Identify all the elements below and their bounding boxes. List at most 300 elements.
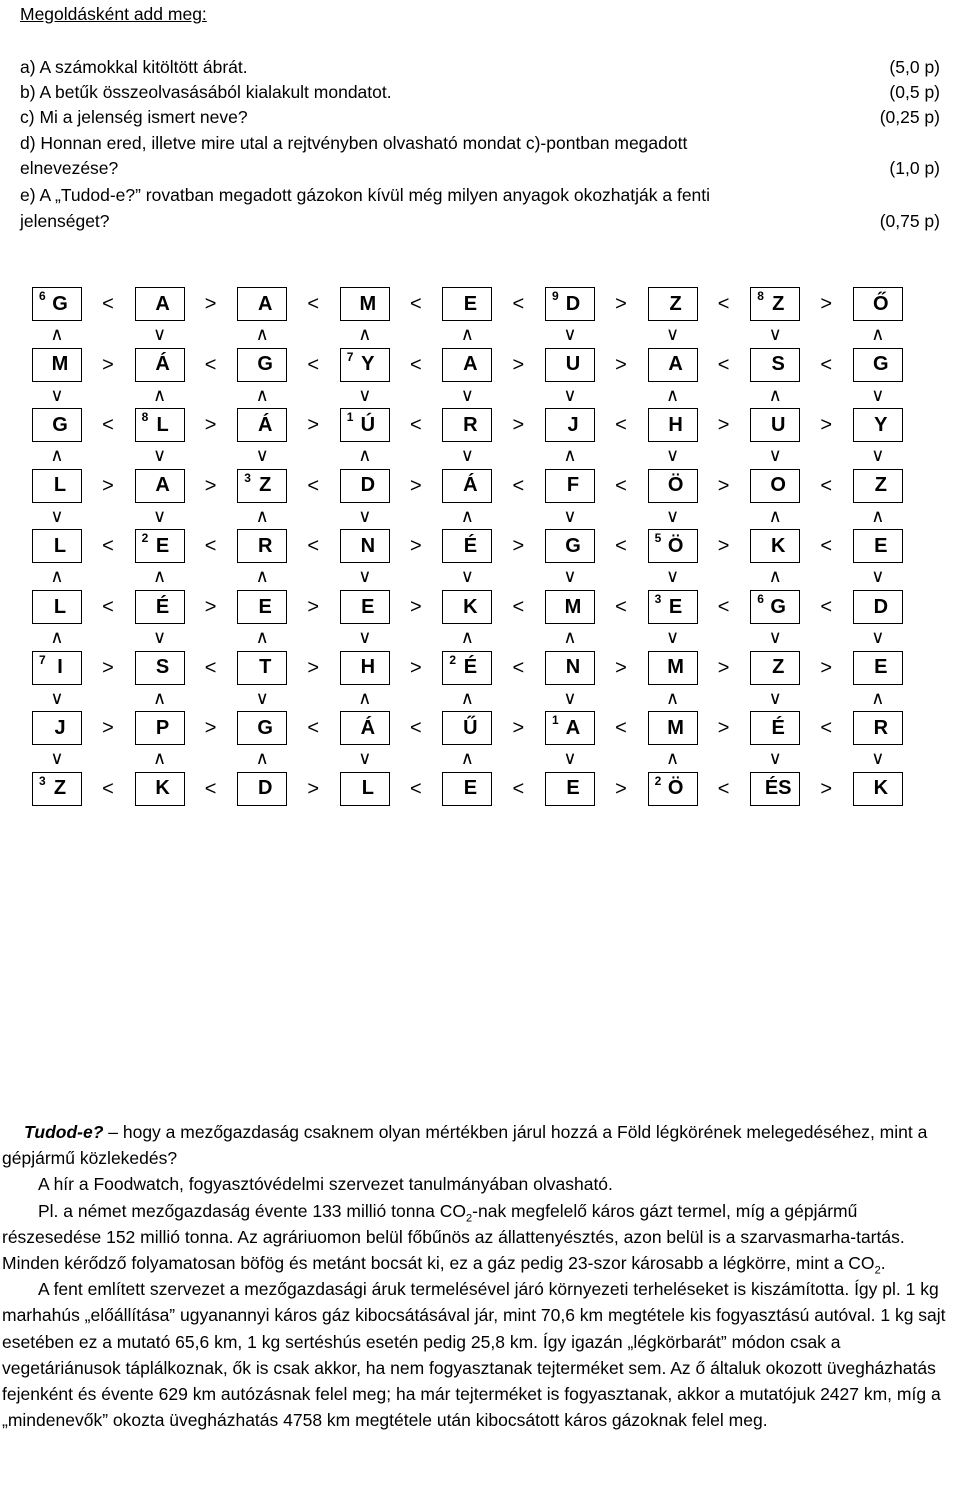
puzzle-cell: [32, 348, 82, 382]
cell-letter: Z: [772, 656, 785, 679]
task-e-line1: e) A „Tudod-e?” rovatban megadott gázokon kívül még milyen anyagok okozhatják a fenti: [20, 185, 711, 205]
cell-number: 3: [654, 592, 662, 606]
inequality-sign: >: [204, 293, 217, 315]
vertical-inequality-sign: ∧: [871, 687, 885, 708]
vertical-inequality-sign: ∧: [50, 627, 64, 647]
puzzle-cell: [340, 469, 390, 503]
inequality-sign: >: [409, 656, 422, 679]
cell-number: 2: [654, 773, 662, 788]
cell-number: 5: [654, 531, 662, 546]
puzzle-cell: [750, 348, 800, 382]
vertical-inequality-sign: ∨: [666, 445, 680, 466]
puzzle-cell: [135, 651, 185, 685]
cell-letter: Z: [874, 474, 887, 497]
inequality-sign: <: [409, 777, 422, 800]
puzzle-cell: [545, 408, 595, 442]
vertical-inequality-sign: ∧: [255, 384, 269, 405]
cell-letter: M: [667, 716, 684, 739]
cell-letter: E: [874, 656, 888, 679]
vertical-inequality-sign: ∧: [358, 445, 372, 466]
inequality-sign: >: [717, 656, 730, 679]
vertical-inequality-sign: ∨: [871, 748, 885, 769]
vertical-inequality-sign: ∧: [50, 324, 64, 344]
cell-letter: R: [873, 716, 889, 739]
vertical-inequality-sign: ∨: [871, 384, 885, 405]
puzzle-cell: [648, 408, 698, 442]
vertical-inequality-sign: ∧: [871, 505, 885, 526]
cell-letter: A: [668, 353, 683, 376]
inequality-sign: >: [409, 535, 422, 558]
inequality-sign: <: [615, 535, 627, 558]
cell-letter: M: [359, 292, 377, 315]
cell-letter: D: [257, 777, 273, 800]
puzzle-cell: [32, 590, 82, 624]
cell-letter: Ö: [667, 777, 684, 800]
cell-letter: R: [463, 413, 478, 436]
cell-letter: Z: [772, 292, 785, 315]
inequality-sign: >: [204, 596, 217, 618]
inequality-sign: <: [204, 656, 217, 679]
puzzle-cell: [648, 590, 698, 624]
cell-letter: É: [463, 534, 478, 557]
puzzle-cell: [648, 711, 698, 745]
co2-subscript: 2: [466, 1212, 473, 1225]
puzzle-cell: [853, 711, 903, 745]
inequality-sign: <: [717, 596, 730, 618]
cell-letter: K: [155, 777, 170, 800]
puzzle-cell: [750, 651, 800, 685]
puzzle-cell: [853, 529, 903, 563]
inequality-sign: <: [409, 414, 422, 437]
task-e-line2: jelenséget?: [20, 211, 110, 231]
puzzle-cell: [545, 772, 595, 806]
vertical-inequality-sign: ∨: [768, 748, 782, 769]
cell-letter: Á: [155, 353, 170, 376]
cell-letter: Á: [463, 474, 478, 497]
vertical-inequality-sign: ∨: [153, 505, 167, 526]
inequality-sign: <: [102, 414, 114, 437]
puzzle-cell: [237, 590, 287, 624]
puzzle-cell: [545, 287, 595, 321]
vertical-inequality-sign: ∧: [255, 324, 269, 344]
puzzle-cell: [853, 772, 903, 806]
inequality-sign: >: [102, 353, 114, 376]
inequality-sign: <: [820, 717, 833, 740]
vertical-inequality-sign: ∨: [50, 687, 64, 708]
article-paragraph-4: A fent említett szervezet a mezőgazdasági áruk termelésével járó környezeti terheléseket is kiszámította. Így pl. 1 kg marhahús „előállítása” ugyanannyi káros gáz kibocsátásával jár, mint 70,6 km megtétele kis fogyasztású autóval. 1 kg sajt esetében ez a mutató 65,6 km, 1 kg sertéshús esetén pedig 25,8 km. Így igazán „légkörbarát” módon csak a vegetáriánusok táplálkoznak, ők is csak akkor, ha nem fogyasztanak tejterméket sem. Az ő általuk okozott üvegházhatás fejenként és évente 629 km autózásnak felel meg; ha már tejterméket is fogyasztanak, akkor a mutatójuk 2427 km, míg a „mindenevők” okozta üvegházhatás 4758 km megtétele után kibocsátott káros gázoknak felel meg.: [2, 1279, 946, 1431]
puzzle-cell: [135, 772, 185, 806]
cell-letter: A: [463, 353, 478, 376]
puzzle-cell: [648, 772, 698, 806]
puzzle-cell: [750, 772, 800, 806]
cell-letter: F: [566, 474, 580, 497]
cell-letter: É: [155, 595, 170, 618]
inequality-sign: >: [820, 293, 833, 315]
cell-letter: Z: [669, 292, 682, 315]
puzzle-cell: [442, 348, 492, 382]
vertical-inequality-sign: ∨: [666, 324, 680, 344]
article-paragraph-1: [2, 1119, 957, 1171]
inequality-sign: <: [307, 293, 320, 315]
inequality-sign: <: [204, 353, 217, 376]
inequality-sign: <: [615, 596, 627, 618]
cell-letter: P: [155, 716, 170, 739]
puzzle-cell: [853, 287, 903, 321]
cell-letter: Y: [874, 413, 888, 436]
puzzle-cell: [442, 590, 492, 624]
puzzle-cell: [135, 287, 185, 321]
inequality-sign: <: [409, 353, 422, 376]
task-d-line1: d) Honnan ered, illetve mire utal a rejtvényben olvasható mondat c)-pontban megadott: [20, 133, 688, 153]
cell-letter: E: [155, 534, 170, 557]
puzzle-cell: [545, 590, 595, 624]
puzzle-cell: [237, 711, 287, 745]
cell-number: 9: [552, 289, 559, 303]
vertical-inequality-sign: ∨: [50, 505, 64, 526]
cell-letter: Ú: [360, 413, 376, 436]
inequality-sign: >: [204, 717, 217, 740]
cell-letter: D: [360, 474, 376, 497]
inequality-sign: <: [512, 596, 525, 618]
puzzle-cell: [340, 408, 390, 442]
puzzle-cell: [340, 287, 390, 321]
cell-number: 3: [244, 470, 251, 485]
vertical-inequality-sign: ∨: [460, 445, 474, 466]
vertical-inequality-sign: ∧: [460, 687, 474, 708]
cell-letter: A: [257, 292, 273, 315]
cell-number: 2: [141, 531, 149, 546]
vertical-inequality-sign: ∧: [50, 445, 64, 466]
cell-letter: E: [463, 292, 478, 315]
task-b-points: (0,5 p): [889, 82, 940, 102]
article-p1-text: – hogy a mezőgazdaság csaknem olyan mértékben járul hozzá a Föld légkörének melegedéséhez, mint a gépjármű közlekedés?: [2, 1122, 928, 1169]
cell-number: 8: [757, 289, 764, 303]
inequality-sign: >: [409, 474, 422, 497]
puzzle-cell: [32, 469, 82, 503]
inequality-sign: <: [409, 293, 422, 315]
inequality-sign: <: [102, 535, 114, 558]
inequality-sign: >: [512, 353, 525, 376]
inequality-sign: >: [615, 293, 627, 315]
inequality-sign: <: [615, 474, 627, 497]
cell-letter: G: [873, 353, 889, 376]
cell-number: 7: [39, 652, 46, 667]
puzzle-cell: [340, 529, 390, 563]
cell-letter: G: [770, 595, 786, 618]
cell-letter: K: [873, 777, 889, 800]
inequality-sign: <: [615, 414, 627, 437]
cell-letter: Ö: [667, 534, 684, 557]
cell-letter: A: [155, 474, 170, 497]
cell-letter: S: [771, 353, 785, 376]
puzzle-cell: [340, 651, 390, 685]
inequality-sign: <: [820, 596, 833, 618]
puzzle-cell: [853, 590, 903, 624]
puzzle-cell: [442, 529, 492, 563]
inequality-sign: >: [307, 596, 320, 618]
inequality-sign: <: [102, 293, 114, 315]
vertical-inequality-sign: ∨: [153, 324, 167, 344]
task-a-points: (5,0 p): [889, 57, 940, 77]
inequality-sign: >: [717, 414, 730, 437]
task-c-points: (0,25 p): [879, 107, 940, 127]
cell-letter: G: [52, 292, 68, 315]
puzzle-cell: [32, 651, 82, 685]
inequality-sign: >: [102, 474, 114, 497]
vertical-inequality-sign: ∧: [460, 748, 474, 769]
inequality-sign: <: [717, 353, 730, 376]
puzzle-cell: [340, 711, 390, 745]
puzzle-cell: [135, 529, 185, 563]
article-paragraph-2: A hír a Foodwatch, fogyasztóvédelmi szervezet tanulmányában olvasható.: [38, 1174, 613, 1195]
cell-letter: L: [53, 534, 67, 557]
puzzle-cell: [237, 287, 287, 321]
cell-letter: R: [257, 534, 273, 557]
vertical-inequality-sign: ∨: [255, 687, 269, 708]
cell-letter: M: [564, 595, 582, 618]
puzzle-cell: [135, 590, 185, 624]
puzzle-cell: [32, 529, 82, 563]
vertical-inequality-sign: ∧: [460, 627, 474, 647]
inequality-sign: >: [717, 535, 730, 558]
inequality-sign: >: [717, 717, 730, 740]
vertical-inequality-sign: ∨: [666, 627, 680, 647]
inequality-sign: >: [204, 414, 217, 437]
vertical-inequality-sign: ∧: [563, 627, 577, 647]
puzzle-cell: [853, 651, 903, 685]
puzzle-cell: [750, 590, 800, 624]
cell-letter: Ő: [873, 292, 889, 315]
inequality-sign: >: [102, 717, 114, 740]
puzzle-cell: [750, 529, 800, 563]
inequality-sign: >: [615, 656, 627, 679]
vertical-inequality-sign: ∨: [666, 566, 680, 587]
vertical-inequality-sign: ∧: [768, 384, 782, 405]
puzzle-cell: [750, 287, 800, 321]
task-b: b) A betűk összeolvasásából kialakult mondatot.: [20, 82, 392, 102]
inequality-sign: >: [307, 414, 320, 437]
vertical-inequality-sign: ∨: [358, 566, 372, 587]
inequality-sign: <: [307, 535, 320, 558]
puzzle-cell: [545, 711, 595, 745]
puzzle-cell: [340, 772, 390, 806]
puzzle-cell: [237, 469, 287, 503]
vertical-inequality-sign: ∨: [768, 627, 782, 647]
puzzle-cell: [442, 711, 492, 745]
inequality-sign: >: [820, 656, 833, 679]
inequality-sign: >: [307, 656, 320, 679]
cell-letter: Ö: [667, 474, 684, 497]
vertical-inequality-sign: ∨: [358, 627, 372, 647]
inequality-sign: >: [102, 656, 114, 679]
puzzle-cell: [750, 408, 800, 442]
vertical-inequality-sign: ∨: [50, 748, 64, 769]
cell-letter: G: [52, 413, 68, 436]
cell-letter: K: [463, 595, 478, 618]
puzzle-cell: [135, 348, 185, 382]
puzzle-cell: [237, 651, 287, 685]
puzzle-cell: [442, 287, 492, 321]
vertical-inequality-sign: ∨: [358, 384, 372, 405]
cell-letter: L: [156, 413, 169, 436]
inequality-sign: <: [820, 535, 833, 558]
vertical-inequality-sign: ∨: [871, 566, 885, 587]
task-c: c) Mi a jelenség ismert neve?: [20, 107, 248, 127]
vertical-inequality-sign: ∨: [50, 384, 64, 405]
puzzle-cell: [32, 408, 82, 442]
puzzle-cell: [32, 287, 82, 321]
cell-letter: E: [361, 595, 375, 618]
cell-letter: L: [53, 474, 67, 497]
inequality-sign: <: [512, 293, 525, 315]
cell-letter: J: [567, 413, 579, 436]
cell-letter: E: [874, 534, 888, 557]
cell-letter: G: [257, 353, 273, 376]
vertical-inequality-sign: ∨: [563, 748, 577, 769]
task-d-points: (1,0 p): [889, 158, 940, 178]
vertical-inequality-sign: ∨: [563, 324, 577, 344]
cell-letter: E: [463, 777, 478, 800]
vertical-inequality-sign: ∧: [358, 324, 372, 344]
puzzle-cell: [648, 529, 698, 563]
puzzle-cell: [545, 529, 595, 563]
cell-letter: É: [463, 656, 478, 679]
puzzle-cell: [648, 651, 698, 685]
cell-letter: S: [155, 656, 170, 679]
inequality-sign: <: [204, 777, 217, 800]
cell-letter: A: [155, 292, 170, 315]
cell-number: 1: [552, 713, 559, 728]
inequality-sign: >: [717, 474, 730, 497]
inequality-sign: >: [512, 414, 525, 437]
inequality-sign: <: [717, 777, 730, 800]
puzzle-cell: [442, 772, 492, 806]
cell-letter: J: [54, 716, 66, 739]
cell-letter: T: [259, 656, 272, 679]
inequality-sign: <: [204, 535, 217, 558]
vertical-inequality-sign: ∨: [563, 505, 577, 526]
inequality-sign: <: [307, 474, 320, 497]
vertical-inequality-sign: ∨: [768, 687, 782, 708]
inequality-sign: <: [615, 717, 627, 740]
inequality-sign: <: [512, 777, 525, 800]
cell-letter: Á: [360, 716, 376, 739]
vertical-inequality-sign: ∨: [871, 627, 885, 647]
vertical-inequality-sign: ∧: [768, 566, 782, 587]
cell-number: 8: [141, 410, 149, 425]
vertical-inequality-sign: ∨: [358, 748, 372, 769]
article-p3-b: -nak megfelelő káros gázt termel, míg a gépjármű részesedése 152 millió tonna. Az agráriuomon belül főbűnös az állattenyésztés, azon belül is a szarvasmarha-tartás. Minden kérődző folyamatosan böfög és metánt bocsát ki, ez a gáz pedig 23-szor károsabb a légkörre, mint a CO: [2, 1200, 905, 1274]
vertical-inequality-sign: ∨: [460, 566, 474, 587]
cell-letter: D: [873, 595, 889, 618]
task-d-line2: elnevezése?: [20, 158, 119, 178]
vertical-inequality-sign: ∧: [255, 748, 269, 769]
inequality-sign: <: [512, 656, 525, 679]
cell-letter: G: [565, 534, 581, 557]
cell-letter: Z: [53, 777, 67, 800]
vertical-inequality-sign: ∧: [255, 566, 269, 587]
puzzle-cell: [237, 529, 287, 563]
vertical-inequality-sign: ∨: [768, 324, 782, 344]
task-e-points: (0,75 p): [879, 211, 940, 231]
inequality-sign: >: [512, 535, 525, 558]
vertical-inequality-sign: ∧: [358, 687, 372, 708]
inequality-sign: <: [717, 293, 730, 315]
cell-letter: G: [257, 716, 273, 739]
puzzle-cell: [442, 469, 492, 503]
tudod-e-article: [2, 1119, 957, 1433]
cell-letter: L: [53, 595, 67, 618]
vertical-inequality-sign: ∧: [666, 384, 680, 405]
vertical-inequality-sign: ∧: [666, 748, 680, 769]
puzzle-cell: [545, 469, 595, 503]
cell-letter: U: [770, 413, 786, 436]
article-p3-a: Pl. a német mezőgazdaság évente 133 millió tonna CO: [38, 1200, 467, 1221]
cell-letter: E: [258, 595, 272, 618]
vertical-inequality-sign: ∧: [871, 324, 885, 344]
vertical-inequality-sign: ∨: [563, 566, 577, 587]
vertical-inequality-sign: ∧: [666, 687, 680, 708]
cell-letter: É: [771, 716, 785, 739]
inequality-sign: >: [820, 414, 833, 437]
puzzle-cell: [32, 772, 82, 806]
puzzle-cell: [237, 408, 287, 442]
vertical-inequality-sign: ∨: [255, 445, 269, 466]
inequality-sign: >: [820, 777, 833, 800]
vertical-inequality-sign: ∧: [255, 627, 269, 647]
vertical-inequality-sign: ∨: [666, 505, 680, 526]
puzzle-cell: [853, 469, 903, 503]
puzzle-cell: [32, 711, 82, 745]
inequality-sign: >: [615, 777, 627, 800]
co2-subscript-2: 2: [874, 1264, 881, 1277]
puzzle-cell: [340, 590, 390, 624]
cell-number: 1: [346, 410, 354, 425]
cell-letter: Á: [257, 413, 273, 436]
puzzle-cell: [853, 348, 903, 382]
puzzle-cell: [442, 408, 492, 442]
cell-letter: U: [565, 353, 581, 376]
puzzle-cell: [750, 711, 800, 745]
vertical-inequality-sign: ∧: [153, 748, 167, 769]
puzzle-cell: [237, 348, 287, 382]
vertical-inequality-sign: ∧: [768, 505, 782, 526]
puzzle-cell: [648, 287, 698, 321]
cell-number: 7: [346, 349, 354, 364]
inequality-sign: <: [102, 777, 114, 800]
task-a: a) A számokkal kitöltött ábrát.: [20, 57, 248, 77]
puzzle-cell: [750, 469, 800, 503]
cell-letter: L: [361, 777, 374, 800]
vertical-inequality-sign: ∨: [871, 445, 885, 466]
cell-letter: H: [360, 656, 376, 679]
inequality-sign: >: [512, 717, 525, 740]
cell-letter: N: [565, 656, 581, 679]
vertical-inequality-sign: ∨: [153, 445, 167, 466]
cell-letter: H: [668, 413, 683, 436]
inequality-sign: <: [820, 474, 833, 497]
cell-number: 3: [39, 773, 46, 788]
puzzle-cell: [648, 469, 698, 503]
cell-letter: N: [360, 534, 376, 557]
vertical-inequality-sign: ∧: [460, 324, 474, 344]
cell-letter: D: [565, 292, 581, 315]
article-title: Tudod-e?: [24, 1122, 104, 1142]
cell-number: 2: [449, 652, 457, 667]
cell-letter: K: [770, 534, 786, 557]
puzzle-cell: [853, 408, 903, 442]
cell-number: 6: [39, 289, 46, 303]
